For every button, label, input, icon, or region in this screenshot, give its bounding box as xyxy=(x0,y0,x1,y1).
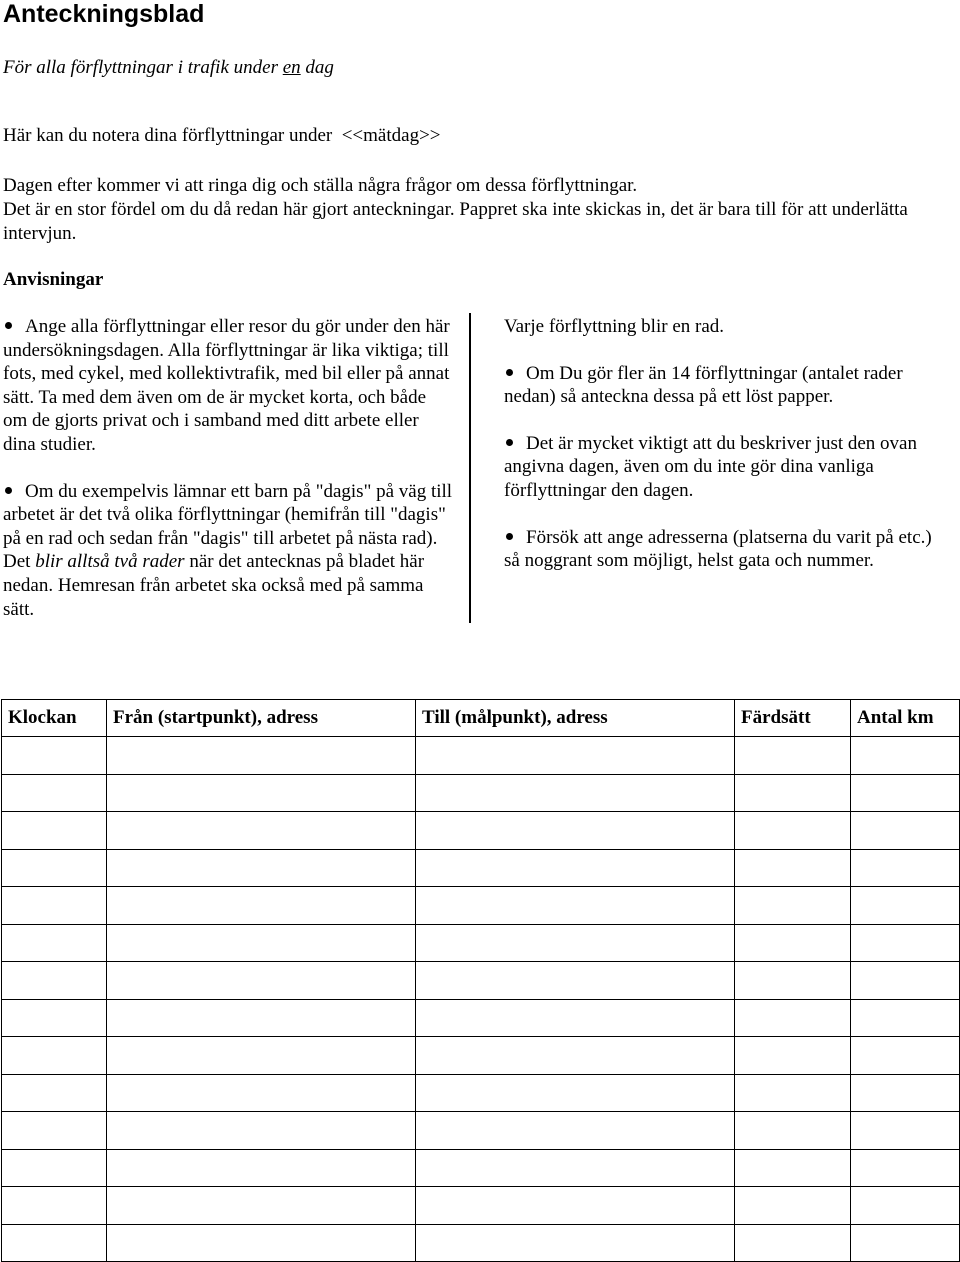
intro-paragraph xyxy=(3,174,943,246)
table-cell[interactable] xyxy=(2,1112,107,1150)
right-bullet-2-text: Det är mycket viktigt att du beskriver just den ovan angivna dagen, även om du inte gör dina vanliga förflyttningar den dagen. xyxy=(504,432,917,501)
table-cell[interactable] xyxy=(107,1074,416,1112)
table-cell[interactable] xyxy=(2,924,107,962)
table-cell[interactable] xyxy=(107,849,416,887)
table-cell[interactable] xyxy=(735,1224,851,1262)
page-title: Anteckningsblad xyxy=(3,0,205,28)
table-cell[interactable] xyxy=(735,1187,851,1225)
intro-line-2: Det är en stor fördel om du då redan här gjort anteckningar. Pappret ska inte skickas in, det är bara till för att underlätta intervjun. xyxy=(3,199,908,244)
right-bullet-3-text: Försök att ange adresserna (platserna du varit på etc.) så noggrant som möjligt, helst gata och nummer. xyxy=(504,526,932,572)
left-bullet-2-italic: blir alltså två rader xyxy=(35,551,185,573)
right-bullet-2 xyxy=(504,432,944,503)
table-cell[interactable] xyxy=(107,737,416,775)
table-cell[interactable] xyxy=(107,1112,416,1150)
column-header-time: Klockan xyxy=(2,700,107,737)
table-row xyxy=(2,737,960,775)
table-cell[interactable] xyxy=(851,849,960,887)
bullet-dot-icon xyxy=(3,315,25,339)
table-cell[interactable] xyxy=(416,812,735,850)
table-cell[interactable] xyxy=(851,1112,960,1150)
table-cell[interactable] xyxy=(2,887,107,925)
table-cell[interactable] xyxy=(416,887,735,925)
column-header-to: Till (målpunkt), adress xyxy=(416,700,735,737)
table-cell[interactable] xyxy=(851,1224,960,1262)
table-row xyxy=(2,812,960,850)
table-cell[interactable] xyxy=(2,1224,107,1262)
table-cell[interactable] xyxy=(2,774,107,812)
bullet-dot-icon xyxy=(504,432,526,456)
column-header-km: Antal km xyxy=(851,700,960,737)
table-cell[interactable] xyxy=(107,999,416,1037)
left-bullet-2 xyxy=(3,480,453,622)
table-row xyxy=(2,1112,960,1150)
table-cell[interactable] xyxy=(2,1074,107,1112)
right-bullet-1 xyxy=(504,362,944,409)
table-cell[interactable] xyxy=(2,849,107,887)
table-cell[interactable] xyxy=(735,849,851,887)
left-bullet-1 xyxy=(3,315,453,457)
table-cell[interactable] xyxy=(735,737,851,775)
table-row xyxy=(2,999,960,1037)
table-cell[interactable] xyxy=(2,999,107,1037)
table-cell[interactable] xyxy=(2,1037,107,1075)
subtitle-underlined-word: en xyxy=(282,57,301,78)
table-cell[interactable] xyxy=(735,1149,851,1187)
table-cell[interactable] xyxy=(735,1112,851,1150)
table-cell[interactable] xyxy=(851,887,960,925)
right-bullet-1-text: Om Du gör fler än 14 förflyttningar (antalet rader nedan) så anteckna dessa på ett löst papper. xyxy=(504,362,903,408)
table-cell[interactable] xyxy=(416,1074,735,1112)
bullet-dot-icon xyxy=(504,526,526,550)
instructions-heading: Anvisningar xyxy=(3,269,104,290)
intro-line-1: Dagen efter kommer vi att ringa dig och ställa några frågor om dessa förflyttningar. xyxy=(3,175,638,196)
subtitle-text-before: För alla förflyttningar i trafik under xyxy=(3,57,283,78)
instructions-left-column xyxy=(3,315,453,621)
table-cell[interactable] xyxy=(416,962,735,1000)
table-row xyxy=(2,924,960,962)
table-cell[interactable] xyxy=(416,1112,735,1150)
table-row xyxy=(2,887,960,925)
table-row xyxy=(2,962,960,1000)
table-row xyxy=(2,774,960,812)
table-row xyxy=(2,1037,960,1075)
table-cell[interactable] xyxy=(416,1037,735,1075)
bullet-dot-icon xyxy=(3,480,25,504)
table-header-row xyxy=(2,700,960,737)
table-cell[interactable] xyxy=(107,887,416,925)
table-cell[interactable] xyxy=(107,1037,416,1075)
table-cell[interactable] xyxy=(735,887,851,925)
left-bullet-2-text-start: Om du exempelvis lämnar ett barn på "dagis" på väg till arbetet är det två olika förflyttningar (hemifrån till "dagis" på en rad och sedan från "dagis" till arbetet på nästa rad). Det xyxy=(3,480,453,573)
table-cell[interactable] xyxy=(107,924,416,962)
table-cell[interactable] xyxy=(107,1149,416,1187)
right-intro: Varje förflyttning blir en rad. xyxy=(504,316,725,337)
table-cell[interactable] xyxy=(735,1037,851,1075)
column-header-from: Från (startpunkt), adress xyxy=(107,700,416,737)
table-cell[interactable] xyxy=(851,774,960,812)
table-row xyxy=(2,849,960,887)
table-cell[interactable] xyxy=(851,999,960,1037)
column-divider xyxy=(469,313,471,623)
table-cell[interactable] xyxy=(416,849,735,887)
table-body xyxy=(2,737,960,1262)
table-cell[interactable] xyxy=(416,737,735,775)
table-cell[interactable] xyxy=(735,774,851,812)
left-bullet-2-text-end: när det antecknas på bladet här nedan. Hemresan från arbetet ska också med på samma sätt. xyxy=(3,551,425,620)
table-cell[interactable] xyxy=(2,812,107,850)
table-cell[interactable] xyxy=(851,812,960,850)
measurement-day-line: Här kan du notera dina förflyttningar under <<mätdag>> xyxy=(3,125,441,146)
table-cell[interactable] xyxy=(2,962,107,1000)
table-cell[interactable] xyxy=(851,1187,960,1225)
table-cell[interactable] xyxy=(851,1074,960,1112)
bullet-dot-icon xyxy=(504,362,526,386)
table-cell[interactable] xyxy=(107,1187,416,1225)
table-cell[interactable] xyxy=(416,924,735,962)
table-cell[interactable] xyxy=(107,774,416,812)
table-cell[interactable] xyxy=(107,1224,416,1262)
instructions-right-column xyxy=(504,315,944,573)
table-cell[interactable] xyxy=(416,774,735,812)
table-row xyxy=(2,1074,960,1112)
table-row xyxy=(2,1187,960,1225)
table-cell[interactable] xyxy=(416,1224,735,1262)
table-cell[interactable] xyxy=(107,812,416,850)
table-row xyxy=(2,1149,960,1187)
column-header-mode: Färdsätt xyxy=(735,700,851,737)
trip-log-table xyxy=(1,699,960,1262)
table-cell[interactable] xyxy=(107,962,416,1000)
subtitle xyxy=(3,56,334,80)
table-cell[interactable] xyxy=(851,1149,960,1187)
table-cell[interactable] xyxy=(735,924,851,962)
table-cell[interactable] xyxy=(735,962,851,1000)
table-cell[interactable] xyxy=(735,999,851,1037)
table-cell[interactable] xyxy=(851,962,960,1000)
table-cell[interactable] xyxy=(2,1187,107,1225)
right-bullet-3 xyxy=(504,526,944,573)
table-cell[interactable] xyxy=(851,1037,960,1075)
table-cell[interactable] xyxy=(851,737,960,775)
table-cell[interactable] xyxy=(2,1149,107,1187)
table-cell[interactable] xyxy=(416,1187,735,1225)
table-cell[interactable] xyxy=(735,812,851,850)
table-cell[interactable] xyxy=(416,1149,735,1187)
table-row xyxy=(2,1224,960,1262)
table-cell[interactable] xyxy=(851,924,960,962)
table-cell[interactable] xyxy=(2,737,107,775)
table-cell[interactable] xyxy=(416,999,735,1037)
subtitle-text-after: dag xyxy=(300,57,334,78)
left-bullet-1-text: Ange alla förflyttningar eller resor du gör under den här undersökningsdagen. Alla förflyttningar är lika viktiga; till fots, med cykel, med kollektivtrafik, med bil eller på annat sätt. Ta med dem även om de är mycket korta, och både om de gjorts privat och i samband med ditt arbete eller dina studier. xyxy=(3,316,450,455)
table-cell[interactable] xyxy=(735,1074,851,1112)
